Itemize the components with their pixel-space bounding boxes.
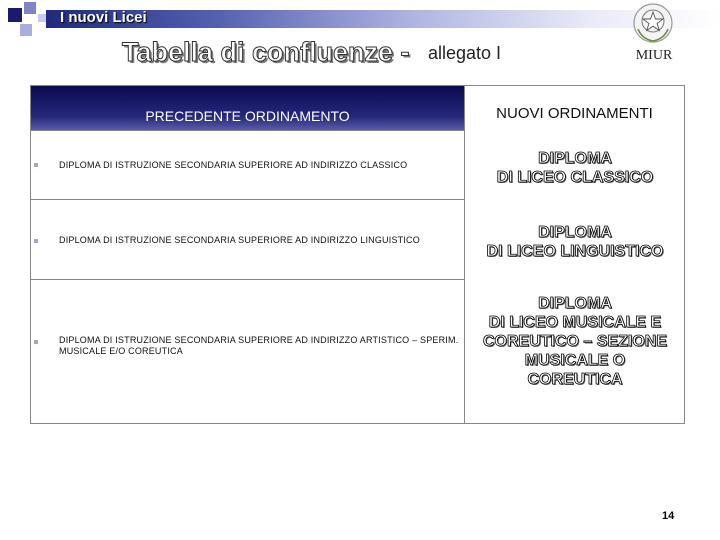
new-diploma-line: COREUTICA [527,371,623,388]
new-diploma-line: MUSICALE O [524,352,626,369]
bullet-icon [34,340,38,344]
logo-text: MIUR [635,48,673,63]
new-diploma-line: COREUTICO – SEZIONE [482,333,668,350]
bullet-icon [34,163,38,167]
new-diploma-line: DIPLOMA [538,224,612,241]
column-divider [464,86,465,423]
decor-square [38,14,46,22]
bullet-icon [34,239,38,243]
header-label-old: PRECEDENTE ORDINAMENTO [145,108,350,124]
decor-square [20,24,32,36]
new-diploma-text [467,149,683,187]
row-divider [31,130,464,131]
old-diploma-text: DIPLOMA DI ISTRUZIONE SECONDARIA SUPERIORE AD INDIRIZZO ARTISTICO – SPERIM. MUSICALE E/O COREUTICA [59,335,459,356]
emblem-italian-republic-icon [632,2,674,44]
page-subtitle: allegato I [428,43,502,63]
page-title: Tabella di confluenze - [122,37,410,67]
new-diploma-text [467,294,683,389]
decor-square [24,2,36,14]
old-diploma-text: DIPLOMA DI ISTRUZIONE SECONDARIA SUPERIORE AD INDIRIZZO CLASSICO [59,160,408,170]
new-diploma-line: DI LICEO CLASSICO [496,169,654,186]
new-diploma-text [467,223,683,261]
row-divider [31,279,464,280]
header-cell-old [31,86,464,130]
new-diploma-line: DIPLOMA [538,150,612,167]
confluence-table [30,85,685,424]
old-diploma-text: DIPLOMA DI ISTRUZIONE SECONDARIA SUPERIORE AD INDIRIZZO LINGUISTICO [59,235,420,245]
header-bar [46,10,720,28]
new-diploma-line: DI LICEO LINGUISTICO [486,243,664,260]
new-diploma-line: DIPLOMA [538,295,612,312]
row-divider [31,199,464,200]
page-number: 14 [662,510,675,522]
new-diploma-line: DI LICEO MUSICALE E [488,314,662,331]
header-label-new: NUOVI ORDINAMENTI [496,105,653,122]
header-title: I nuovi Licei [60,9,147,26]
header-cell-new [465,86,684,130]
decor-square [8,8,22,22]
